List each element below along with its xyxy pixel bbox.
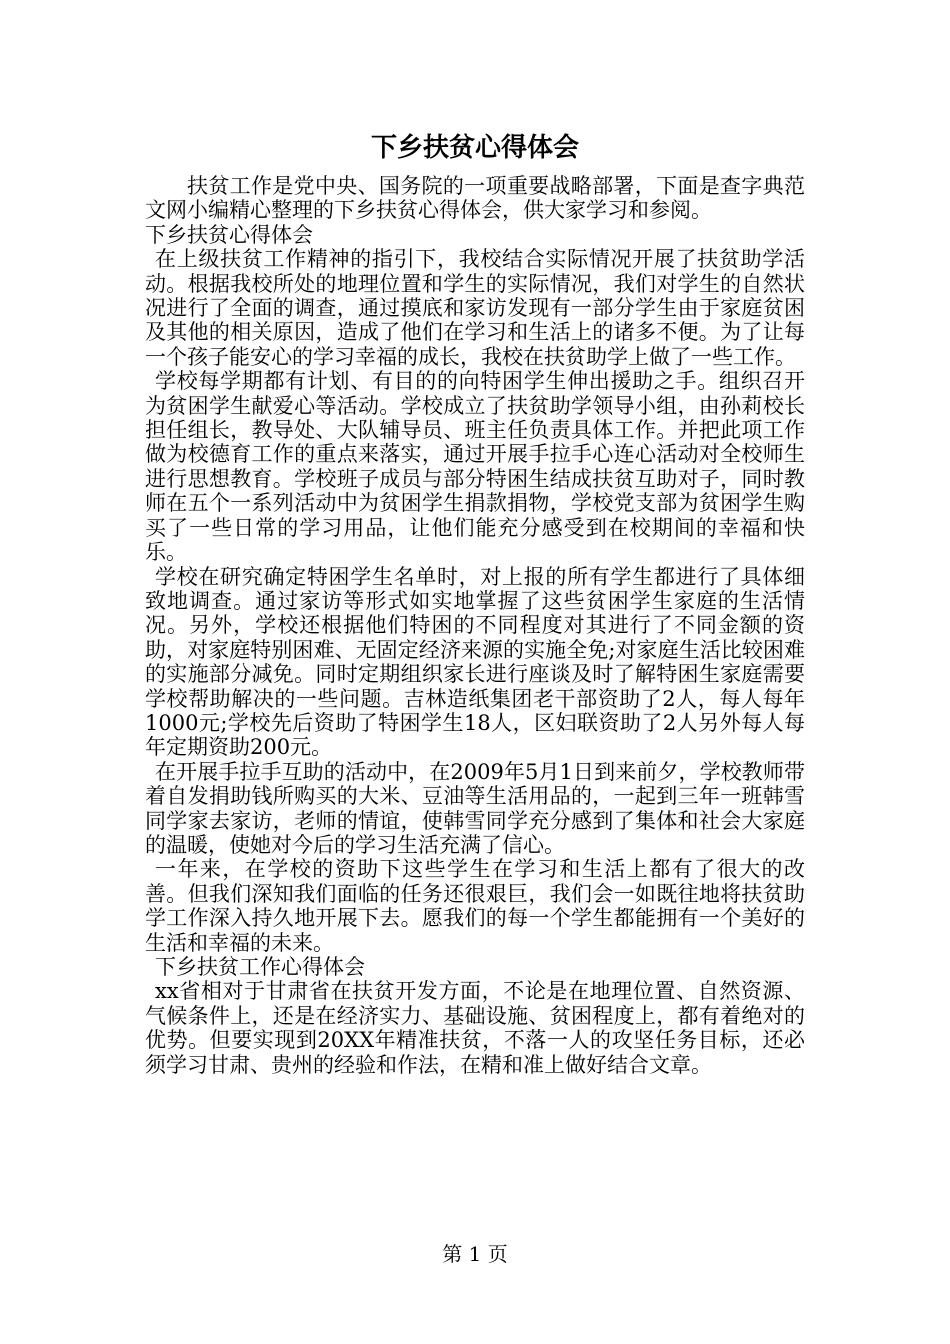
section-heading-1: 下乡扶贫心得体会: [145, 222, 313, 247]
body-paragraph-2: 学校每学期都有计划、有目的的向特困学生伸出援助之手。组织召开为贫困学生献爱心等活动。学校成立了扶贫助学领导小组，由孙莉校长担任组长，教导处、大队辅导员、班主任负责具体工作。并把此项工作做为校德育工作的重点来落实，通过开展手拉手心连心活动对全校师生进行思想教育。学校班子成员与部分特困生结成扶贫互助对子，同时教师在五个一系列活动中为贫困学生捐款捐物，学校党支部为贫困学生购买了一些日常的学习用品，让他们能充分感受到在校期间的幸福和快乐。: [145, 369, 805, 565]
intro-paragraph: 扶贫工作是党中央、国务院的一项重要战略部署，下面是查字典范文网小编精心整理的下乡扶贫心得体会，供大家学习和参阅。: [145, 174, 805, 223]
document-title: 下乡扶贫心得体会: [370, 133, 579, 163]
body-paragraph-5: 一年来，在学校的资助下这些学生在学习和生活上都有了很大的改善。但我们深知我们面临的任务还很艰巨，我们会一如既往地将扶贫助学工作深入持久地开展下去。愿我们的每一个学生都能拥有一个美好的生活和幸福的未来。: [145, 857, 805, 955]
document-body: [145, 174, 805, 1077]
body-paragraph-3: 学校在研究确定特困学生名单时，对上报的所有学生都进行了具体细致地调查。通过家访等形式如实地掌握了这些贫困学生家庭的生活情况。另外，学校还根据他们特困的不同程度对其进行了不同金额的资助，对家庭特别困难、无固定经济来源的实施全免;对家庭生活比较困难的实施部分减免。同时定期组织家长进行座谈及时了解特困生家庭需要学校帮助解决的一些问题。吉林造纸集团老干部资助了2人，每人每年1000元;学校先后资助了特困学生18人，区妇联资助了2人另外每人每年定期资助200元。: [145, 564, 805, 760]
body-paragraph-6: xx省相对于甘肃省在扶贫开发方面，不论是在地理位置、自然资源、气候条件上，还是在经济实力、基础设施、贫困程度上，都有着绝对的优势。但要实现到20XX年精准扶贫，不落一人的攻坚任务目标，还必须学习甘肃、贵州的经验和作法，在精和准上做好结合文章。: [145, 979, 805, 1077]
body-paragraph-4: 在开展手拉手互助的活动中，在2009年5月1日到来前夕，学校教师带着自发捐助钱所购买的大米、豆油等生活用品的，一起到三年一班韩雪同学家去家访，老师的情谊，使韩雪同学充分感到了集体和社会大家庭的温暖，使她对今后的学习生活充满了信心。: [145, 759, 805, 857]
page-number-footer: 第 1 页: [442, 1242, 508, 1266]
section-heading-2: 下乡扶贫工作心得体会: [155, 955, 365, 979]
body-paragraph-1: 在上级扶贫工作精神的指引下，我校结合实际情况开展了扶贫助学活动。根据我校所处的地理位置和学生的实际情况，我们对学生的自然状况进行了全面的调查，通过摸底和家访发现有一部分学生由于家庭贫困及其他的相关原因，造成了他们在学习和生活上的诸多不便。为了让每一个孩子能安心的学习幸福的成长，我校在扶贫助学上做了一些工作。: [145, 247, 805, 369]
